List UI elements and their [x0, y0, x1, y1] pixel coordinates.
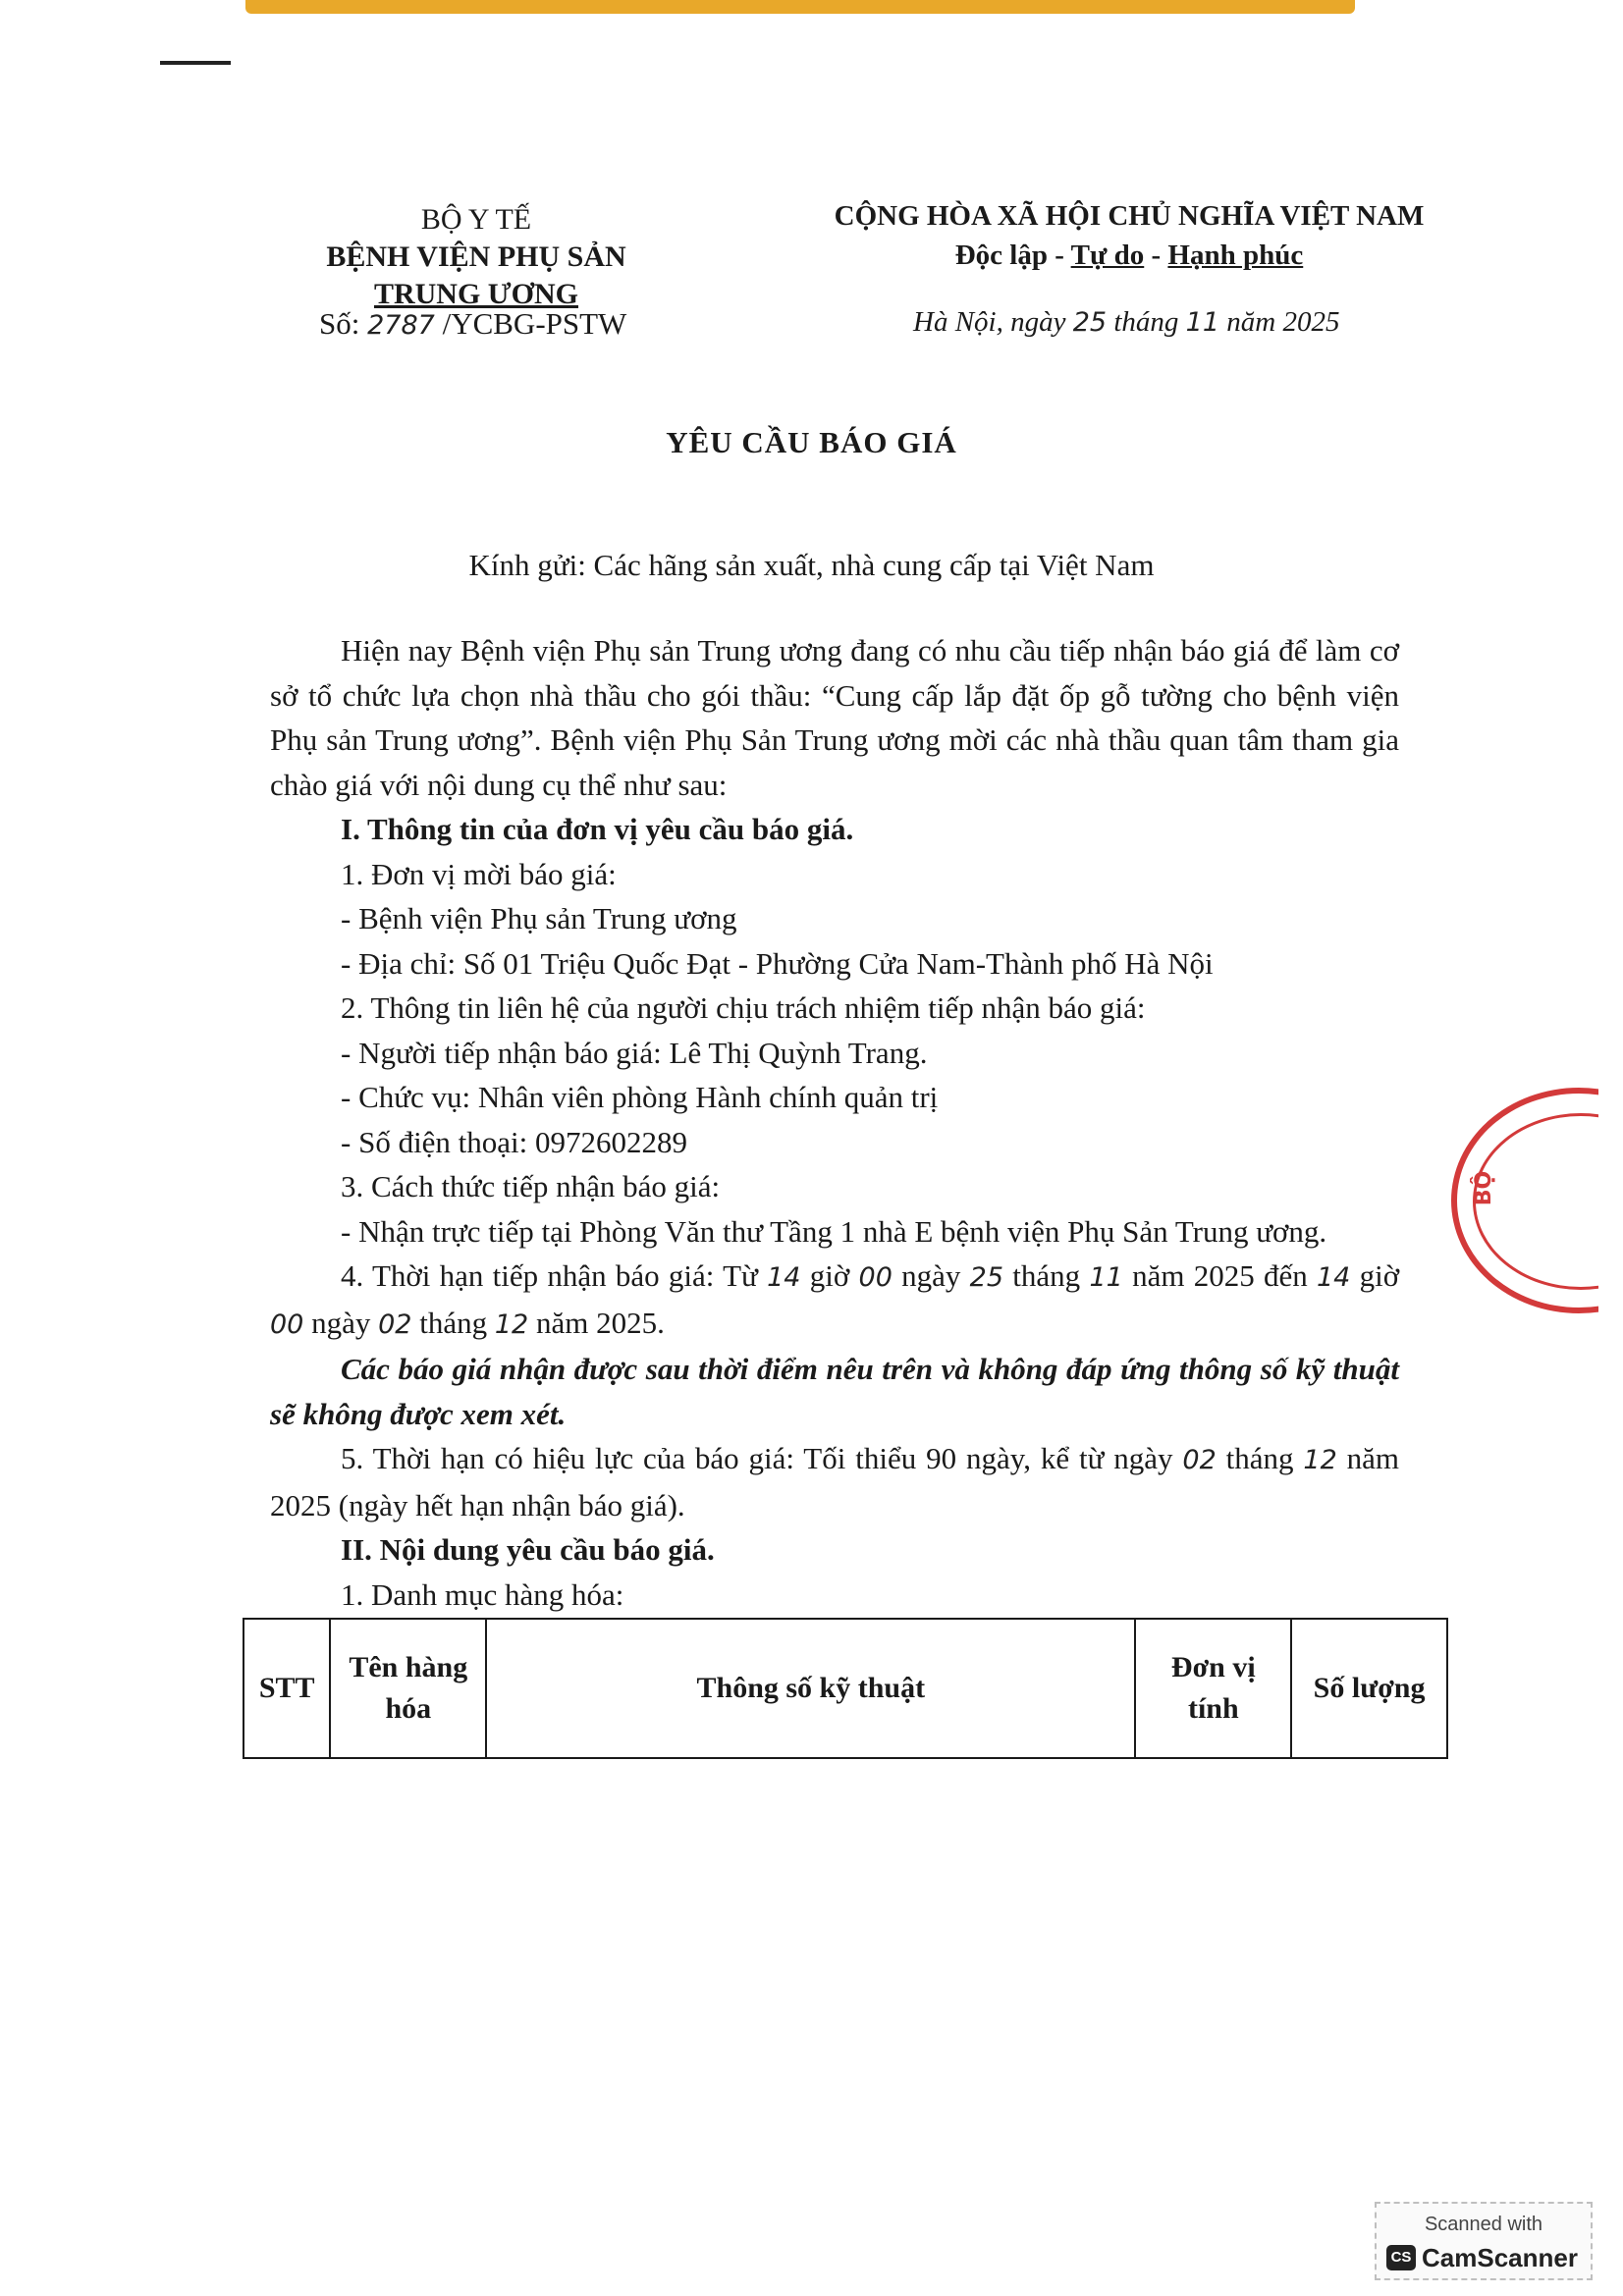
validity-day: 02 — [1182, 1445, 1217, 1475]
position-line: - Chức vụ: Nhân viên phòng Hành chính quản trị — [341, 1080, 939, 1114]
deadline-text-7: ngày — [311, 1305, 371, 1340]
doc-no-handwritten: 2787 — [367, 310, 435, 341]
section2-item1: 1. Danh mục hàng hóa: — [341, 1576, 624, 1612]
deadline-month-to: 12 — [494, 1308, 529, 1340]
deadline-text-2: giờ — [809, 1258, 850, 1293]
deadline-paragraph — [270, 1254, 1399, 1347]
deadline-text-9: năm 2025. — [535, 1305, 665, 1340]
top-edge-strip — [245, 0, 1355, 14]
doc-no-suffix: /YCBG-PSTW — [442, 306, 627, 341]
national-header — [825, 196, 1434, 275]
validity-text-3: năm 2025 (ngày hết hạn nhận báo giá). — [270, 1441, 1400, 1522]
col-header-stt: STT — [243, 1619, 330, 1758]
col-header-qty: Số lượng — [1291, 1619, 1447, 1758]
validity-month: 12 — [1303, 1445, 1337, 1475]
deadline-hour-to: 14 — [1316, 1262, 1351, 1293]
motto-separator-1: - — [1047, 240, 1071, 271]
date-place: Hà Nội, ngày — [913, 306, 1066, 338]
method-line: - Nhận trực tiếp tại Phòng Văn thư Tầng 1 nhà E bệnh viện Phụ Sản Trung ương. — [341, 1213, 1327, 1249]
camscanner-watermark — [1375, 2202, 1593, 2280]
deadline-text-3: ngày — [901, 1258, 961, 1293]
deadline-day-from: 25 — [969, 1262, 1004, 1293]
motto-part-3: Hạnh phúc — [1167, 240, 1304, 271]
date-day: 25 — [1072, 307, 1108, 338]
validity-text-2: tháng — [1225, 1441, 1294, 1475]
camscanner-logo-icon: CS — [1386, 2245, 1416, 2270]
deadline-month-from: 11 — [1089, 1262, 1123, 1293]
hospital-name-line2: TRUNG ƯƠNG — [373, 278, 579, 310]
intro-paragraph: Hiện nay Bệnh viện Phụ sản Trung ương đang có nhu cầu tiếp nhận báo giá để làm cơ sở tổ chức lựa chọn nhà thầu cho gói thầu: “Cung cấp lắp đặt ốp gỗ tường cho bệnh viện Phụ sản Trung ương”. Bệnh viện Phụ Sản Trung ương mời các nhà thầu quan tâm tham gia chào giá với nội dung cụ thể như sau: — [270, 633, 1399, 802]
document-number — [319, 306, 626, 342]
section1-item3: 3. Cách thức tiếp nhận báo giá: — [341, 1169, 721, 1203]
deadline-minute-from: 00 — [858, 1262, 893, 1293]
col-header-name: Tên hàng hóa — [330, 1619, 486, 1758]
deadline-text-4: tháng — [1012, 1258, 1081, 1293]
section1-item1: 1. Đơn vị mời báo giá: — [341, 856, 617, 891]
national-motto — [825, 236, 1434, 275]
motto-part-1: Độc lập — [954, 240, 1048, 271]
unit-line: - Bệnh viện Phụ sản Trung ương — [341, 901, 737, 935]
col-header-spec: Thông số kỹ thuật — [486, 1619, 1135, 1758]
hospital-name-line1: BỆNH VIỆN PHỤ SẢN — [326, 240, 626, 273]
nation-name: CỘNG HÒA XÃ HỘI CHỦ NGHĨA VIỆT NAM — [834, 200, 1425, 232]
address-line: - Địa chỉ: Số 01 Triệu Quốc Đạt - Phường Cửa Nam-Thành phố Hà Nội — [341, 945, 1214, 981]
ministry-name: BỘ Y TẾ — [420, 203, 532, 236]
validity-paragraph — [270, 1436, 1399, 1527]
col-header-unit: Đơn vị tính — [1135, 1619, 1291, 1758]
late-quote-note: Các báo giá nhận được sau thời điểm nêu trên và không đáp ứng thông số kỹ thuật sẽ không được xem xét. — [270, 1352, 1399, 1431]
date-month-label: tháng — [1113, 306, 1179, 338]
stamp-text: BỘ — [1472, 1170, 1497, 1206]
greeting-line: Kính gửi: Các hãng sản xuất, nhà cung cấp tại Việt Nam — [468, 548, 1155, 582]
deadline-text-5: năm 2025 đến — [1132, 1258, 1308, 1293]
deadline-hour-from: 14 — [767, 1262, 801, 1293]
issuer-block — [290, 201, 663, 313]
deadline-text-1: 4. Thời hạn tiếp nhận báo giá: Từ — [341, 1258, 758, 1293]
motto-separator-2: - — [1144, 240, 1168, 271]
doc-no-prefix: Số: — [319, 306, 360, 341]
document-body — [270, 628, 1399, 1617]
scanned-with-label: Scanned with — [1424, 2214, 1543, 2235]
margin-dash — [160, 61, 231, 65]
section1-item2: 2. Thông tin liên hệ của người chịu trách nhiệm tiếp nhận báo giá: — [341, 990, 1146, 1025]
goods-table-header-row — [243, 1619, 1447, 1758]
deadline-text-8: tháng — [419, 1305, 488, 1340]
motto-part-2: Tự do — [1070, 240, 1145, 271]
date-month: 11 — [1185, 307, 1219, 338]
camscanner-label: CamScanner — [1422, 2243, 1578, 2272]
goods-table — [243, 1618, 1448, 1759]
deadline-text-6: giờ — [1359, 1258, 1400, 1293]
validity-text-1: 5. Thời hạn có hiệu lực của báo giá: Tối thiểu 90 ngày, kể từ ngày — [341, 1441, 1173, 1475]
deadline-minute-to: 00 — [270, 1308, 304, 1340]
red-seal-stamp — [1451, 1088, 1598, 1313]
phone-line: - Số điện thoại: 0972602289 — [341, 1124, 688, 1159]
document-title: YÊU CẦU BÁO GIÁ — [666, 425, 957, 459]
date-year: năm 2025 — [1226, 306, 1340, 338]
section2-heading: II. Nội dung yêu cầu báo giá. — [341, 1532, 715, 1567]
deadline-day-to: 02 — [378, 1308, 412, 1340]
issue-date — [913, 306, 1339, 339]
section1-heading: I. Thông tin của đơn vị yêu cầu báo giá. — [341, 812, 854, 846]
receiver-line: - Người tiếp nhận báo giá: Lê Thị Quỳnh Trang. — [341, 1035, 928, 1070]
